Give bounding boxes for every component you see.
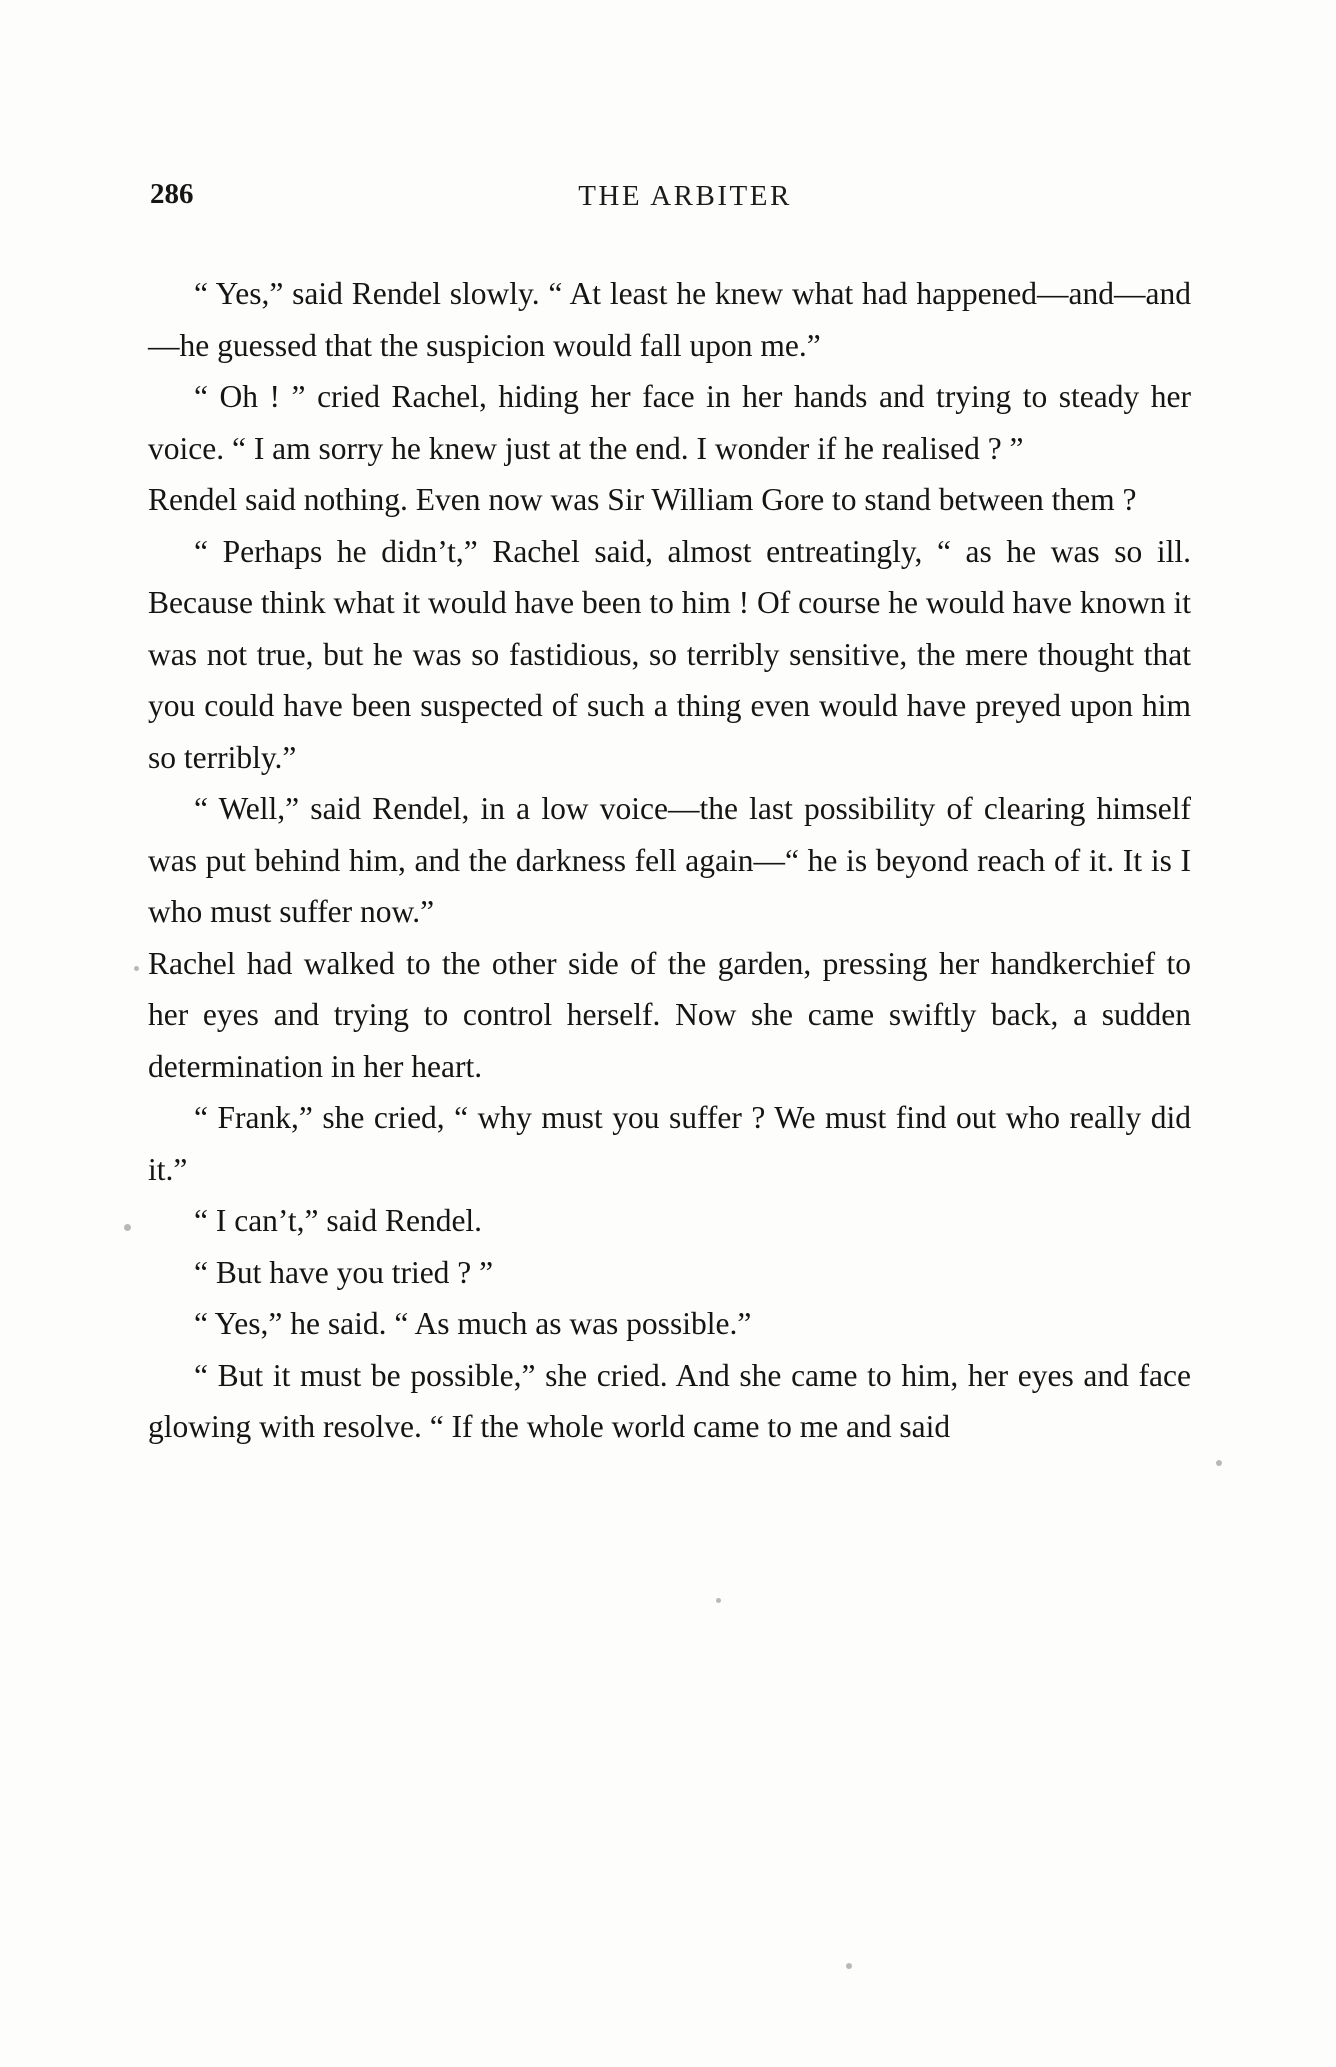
page-number: 286: [150, 178, 194, 210]
paragraph: “ But it must be possible,” she cried. And she came to him, her eyes and face glowing with resolve. “ If the whole world came to me and said: [148, 1357, 1191, 1444]
print-speck: [716, 1598, 721, 1603]
page-body-text: [148, 268, 1191, 1453]
print-speck: [124, 1224, 131, 1231]
print-speck: [134, 966, 139, 971]
paragraph: “ Yes,” said Rendel slowly. “ At least he knew what had happened—and—and—he guessed that the suspicion would fall upon me.”: [148, 276, 1191, 363]
print-speck: [1216, 1460, 1222, 1466]
paragraph: “ Yes,” he said. “ As much as was possible.”: [194, 1306, 752, 1341]
paragraph: “ Perhaps he didn’t,” Rachel said, almost entreatingly, “ as he was so ill. Because think what it would have been to him ! Of course he would have known it was not true, but he was so fastidious, so terribly sensitive, the mere thought that you could have been suspected of such a thing even would have preyed upon him so terribly.”: [148, 533, 1191, 775]
paragraph: “ Well,” said Rendel, in a low voice—the last possibility of clearing himself was put behind him, and the darkness fell again—“ he is beyond reach of it. It is I who must suffer now.”: [148, 791, 1191, 929]
paragraph: “ Oh ! ” cried Rachel, hiding her face in her hands and trying to steady her voice. “ I am sorry he knew just at the end. I wonder if he realised ? ”: [148, 379, 1191, 466]
paragraph: Rendel said nothing. Even now was Sir William Gore to stand between them ?: [148, 482, 1137, 517]
running-title: THE ARBITER: [578, 180, 792, 212]
print-speck: [846, 1963, 852, 1969]
paragraph: Rachel had walked to the other side of the garden, pressing her handkerchief to her eyes and trying to control herself. Now she came swiftly back, a sudden determination in her heart.: [148, 945, 1191, 1084]
paragraph: “ Frank,” she cried, “ why must you suffer ? We must find out who really did it.”: [148, 1100, 1191, 1187]
paragraph: “ But have you tried ? ”: [194, 1254, 494, 1290]
page-header: [150, 178, 1190, 218]
paragraph: “ I can’t,” said Rendel.: [194, 1203, 483, 1238]
